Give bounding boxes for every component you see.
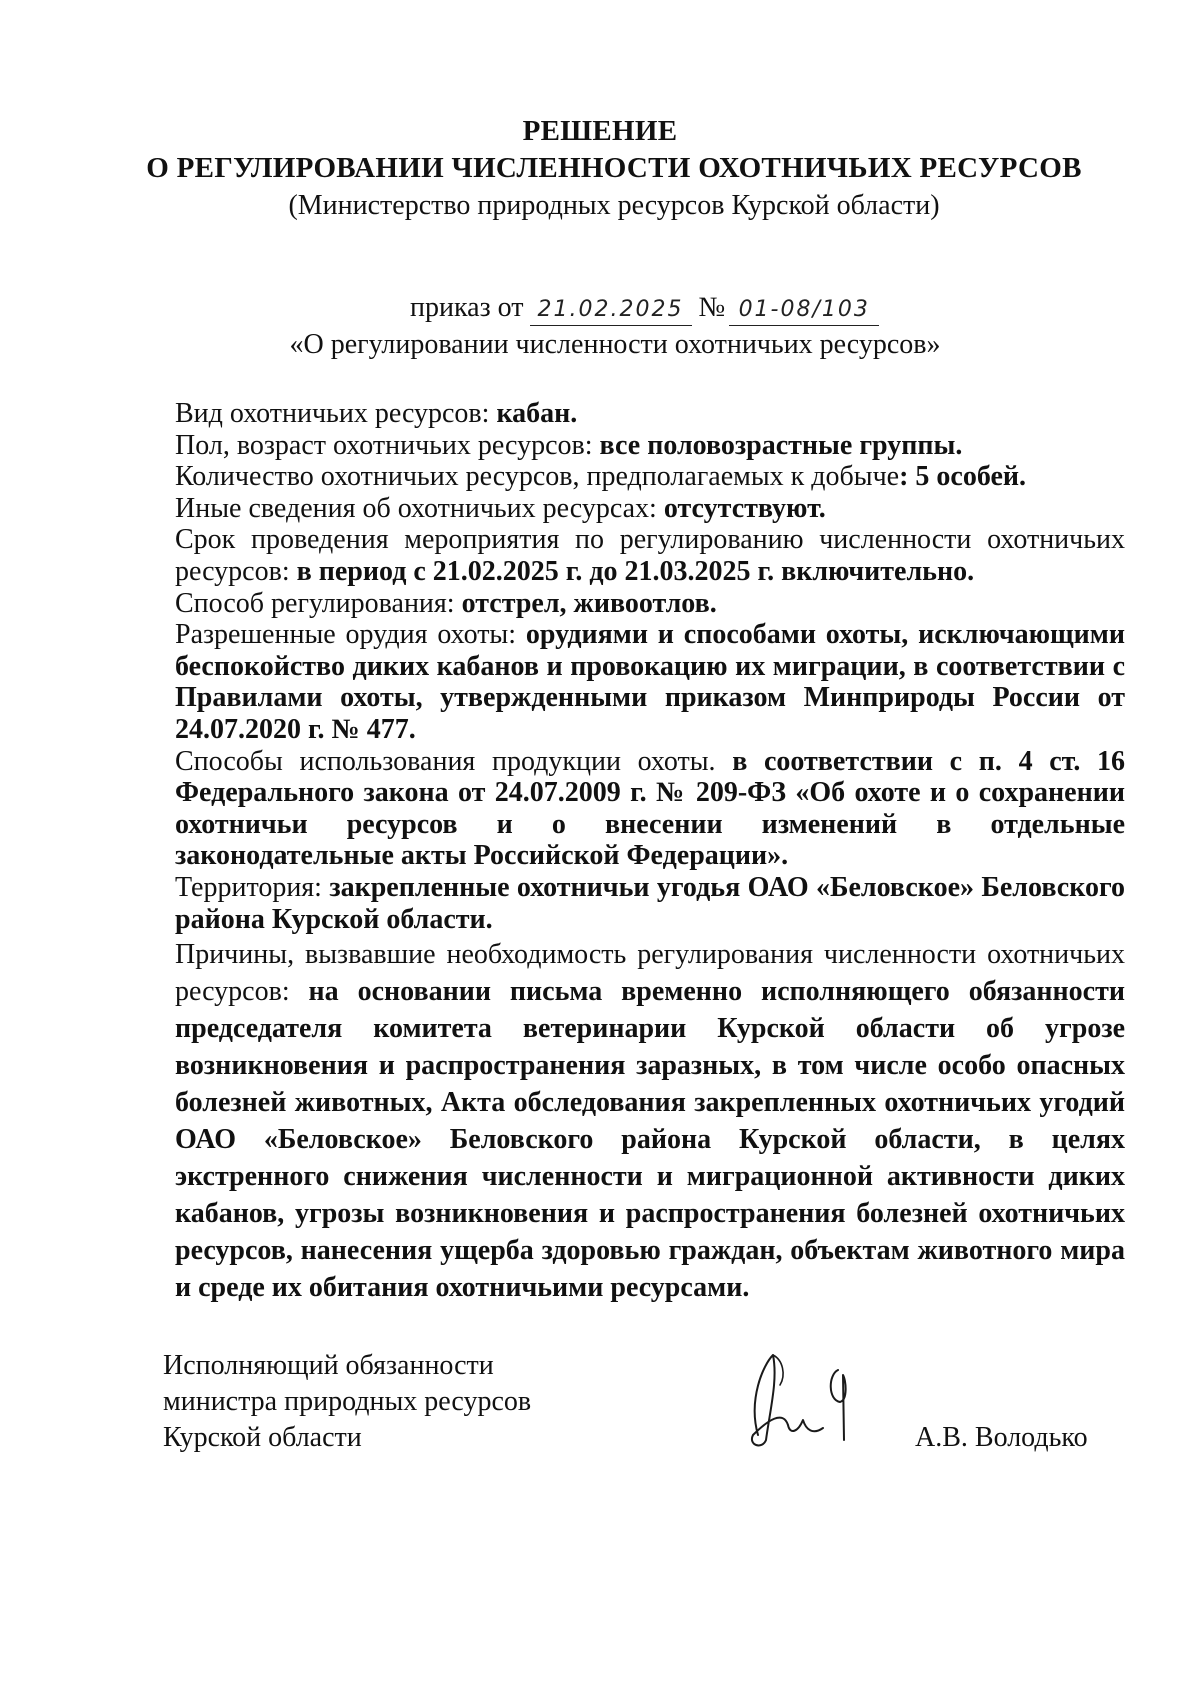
signatory-name: А.В. Володько — [915, 1422, 1088, 1453]
quantity-label: Количество охотничьих ресурсов, предполагаемых к добыче — [175, 461, 900, 493]
signatory-position-line-2: министра природных ресурсов — [163, 1386, 532, 1417]
order-number-label: № — [698, 292, 726, 323]
order-reference — [410, 290, 879, 326]
other-info-line — [175, 493, 1125, 525]
other-info-value: отсутствуют. — [663, 492, 826, 524]
order-date: 21.02.2025 — [530, 295, 692, 326]
territory-line — [175, 872, 1125, 935]
reasons-label: Причины, вызвавшие необходимость регулирования численности охотничьих ресурсов: — [175, 939, 1125, 1008]
other-info-label: Иные сведения об охотничьих ресурсах: — [175, 492, 664, 524]
issuing-authority: (Министерство природных ресурсов Курской области) — [288, 190, 940, 221]
order-number: 01-08/103 — [729, 295, 879, 326]
usage-value: в соответствии с п. 4 ст. 16 Федерального закона от 24.07.2009 г. № 209-ФЗ «Об охоте и о сохранении охотничьи ресурсов и о внесении изменений в отдельные законодательные акты Российской Федерации». — [175, 745, 1125, 872]
tools-value: орудиями и способами охоты, исключающими беспокойство диких кабанов и провокацию их миграции, в соответствии с Правилами охоты, утвержденными приказом Минприроды России от 24.07.2020 г. № 477. — [175, 619, 1126, 745]
signatory-position-line-1: Исполняющий обязанности — [163, 1350, 494, 1381]
usage-label: Способы использования продукции охоты. — [175, 745, 733, 777]
period-value: в период с 21.02.2025 г. до 21.03.2025 г. включительно. — [296, 555, 975, 587]
period-label: Срок проведения мероприятия по регулированию численности охотничьих ресурсов: — [175, 524, 1125, 587]
species-line — [175, 398, 1125, 430]
usage-line — [175, 746, 1125, 872]
species-value: кабан. — [496, 398, 578, 429]
document-title: РЕШЕНИЕ — [522, 115, 678, 147]
sex-age-line — [175, 430, 1125, 462]
quantity-value: : 5 особей. — [899, 461, 1027, 493]
tools-label: Разрешенные орудия охоты: — [175, 619, 526, 651]
reasons-value: на основании письма временно исполняющего обязанности председателя комитета ветеринарии Курской области об угрозе возникновения и распространения заразных, в том числе особо опасных болезней животных, Акта обследования закрепленных охотничьих угодий ОАО «Беловское» Беловского района Курской области, в целях экстренного снижения численности и миграционной активности диких кабанов, угрозы возникновения и распространения болезней охотничьих ресурсов, нанесения ущерба здоровью граждан, объектам животного мира и среде их обитания охотничьими ресурсами. — [175, 976, 1125, 1304]
species-label: Вид охотничьих ресурсов: — [175, 398, 497, 429]
decision-body — [175, 398, 1125, 1306]
order-title: «О регулировании численности охотничьих ресурсов» — [289, 329, 941, 360]
sex-age-label: Пол, возраст охотничьих ресурсов: — [175, 429, 600, 461]
reasons-line — [175, 936, 1125, 1306]
document-subtitle: О РЕГУЛИРОВАНИИ ЧИСЛЕННОСТИ ОХОТНИЧЬИХ РЕСУРСОВ — [146, 152, 1082, 184]
method-line — [175, 588, 1125, 620]
method-value: отстрел, живоотлов. — [461, 587, 717, 619]
territory-label: Территория: — [175, 871, 330, 903]
period-line — [175, 524, 1125, 587]
sex-age-value: все половозрастные группы. — [599, 429, 963, 461]
signatory-position — [163, 1348, 531, 1456]
tools-line — [175, 619, 1125, 745]
handwritten-signature — [728, 1340, 888, 1460]
quantity-line — [175, 461, 1125, 493]
territory-value: закрепленные охотничьи угодья ОАО «Беловское» Беловского района Курской области. — [175, 871, 1125, 935]
order-prefix: приказ от — [410, 292, 524, 323]
method-label: Способ регулирования: — [175, 587, 462, 619]
signatory-position-line-3: Курской области — [163, 1422, 362, 1453]
